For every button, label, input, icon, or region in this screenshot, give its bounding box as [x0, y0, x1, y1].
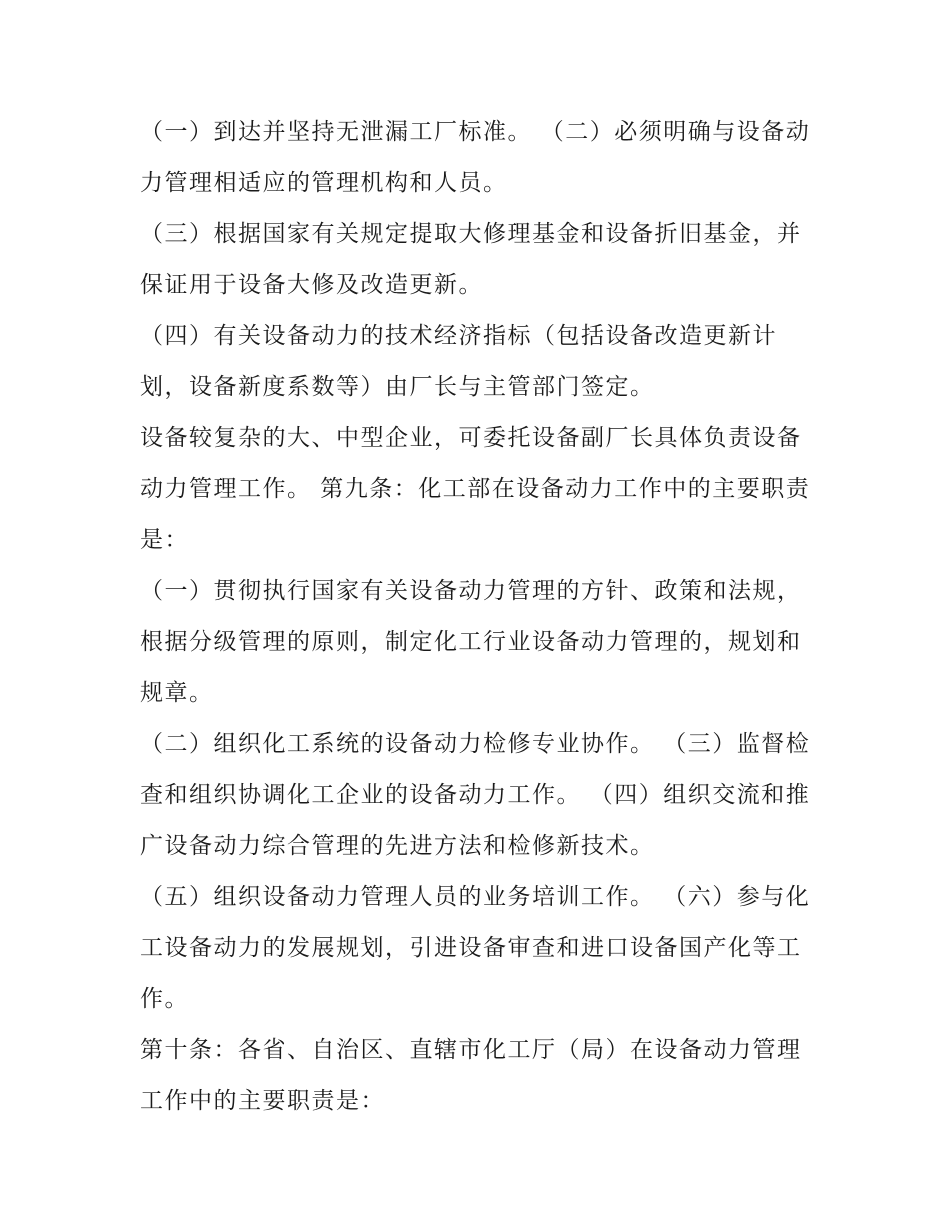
paragraph-5: （一）贯彻执行国家有关设备动力管理的方针、政策和法规，根据分级管理的原则，制定化工行业设备动力管理的，规划和规章。: [140, 578, 802, 706]
paragraph-3: （四）有关设备动力的技术经济指标（包括设备改造更新计划，设备新度系数等）由厂长与主管部门签定。: [140, 323, 777, 400]
paragraph-1: （一）到达并坚持无泄漏工厂标准。 （二）必须明确与设备动力管理相适应的管理机构和人员。: [140, 119, 811, 196]
paragraph-8: 第十条：各省、自治区、直辖市化工厅（局）在设备动力管理工作中的主要职责是：: [140, 1037, 802, 1114]
document-body: [140, 107, 820, 1127]
paragraph-7: （五）组织设备动力管理人员的业务培训工作。 （六）参与化工设备动力的发展规划，引进设备审查和进口设备国产化等工作。: [140, 884, 811, 1012]
paragraph-2: （三）根据国家有关规定提取大修理基金和设备折旧基金，并保证用于设备大修及改造更新。: [140, 221, 802, 298]
paragraph-4: 设备较复杂的大、中型企业，可委托设备副厂长具体负责设备动力管理工作。 第九条：化工部在设备动力工作中的主要职责是：: [140, 425, 811, 553]
paragraph-6: （二）组织化工系统的设备动力检修专业协作。 （三）监督检查和组织协调化工企业的设备动力工作。 （四）组织交流和推广设备动力综合管理的先进方法和检修新技术。: [140, 731, 811, 859]
